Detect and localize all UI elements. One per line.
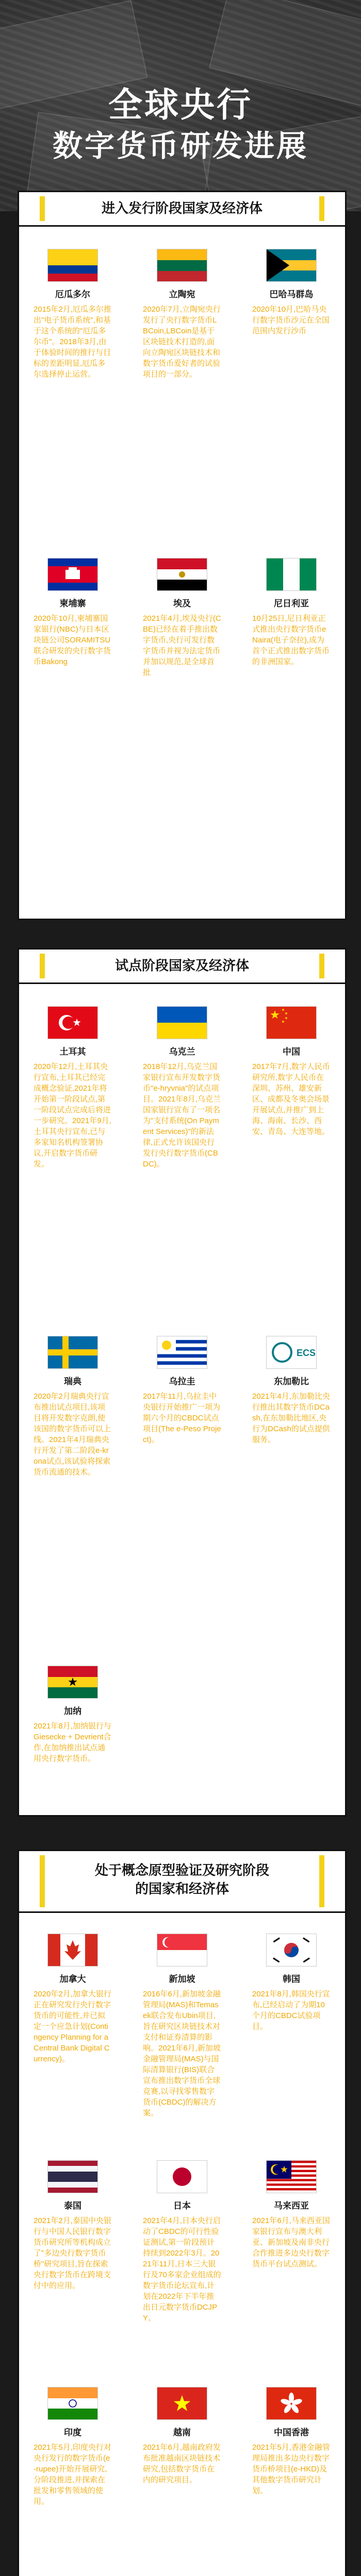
svg-text:ECS: ECS bbox=[297, 1348, 316, 1358]
country-name: 乌克兰 bbox=[169, 1047, 195, 1057]
china-flag-icon bbox=[266, 1006, 317, 1039]
country-description: 2017年11月,乌拉圭中央银行开始推广一项为期六个月的CBDC试点项目(The e-Peso Project)。 bbox=[143, 1392, 221, 1444]
country-description: 2021年2月,泰国中央银行与中国人民银行数字货币研究所等机构成立了"多边央行数字货币桥"研究项目,旨在探索央行数字货币在跨境支付中的应用。 bbox=[34, 2216, 111, 2290]
thailand-flag-icon bbox=[47, 2160, 98, 2193]
hero-title-line2: 数字货币研发进展 bbox=[52, 128, 308, 163]
turkey-flag-icon bbox=[47, 1006, 98, 1039]
korea-flag-icon bbox=[266, 1934, 317, 1967]
nigeria-flag-icon bbox=[266, 558, 317, 591]
ukraine-flag-icon bbox=[157, 1006, 207, 1039]
country-description: 2017年7月,数字人民币研究所,数字人民币在深圳、苏州、雄安新区、成都及冬奥会场景开展试点,并推广到上海、海南、长沙、西安、青岛、大连等地。 bbox=[252, 1062, 330, 1136]
canada-flag-icon bbox=[47, 1934, 98, 1967]
country-name: 土耳其 bbox=[59, 1047, 86, 1057]
country-name: 巴哈马群岛 bbox=[269, 290, 314, 299]
egypt-flag-icon bbox=[157, 558, 207, 591]
section-title bbox=[19, 1851, 345, 1913]
country-name: 柬埔寨 bbox=[59, 599, 86, 608]
uruguay-flag-icon bbox=[157, 1336, 207, 1369]
country-description: 2021年5月,印度央行对央行发行的数字货币(e-rupee)开始开展研究,分阶段推进,并探索在批发和零售领域的使用。 bbox=[34, 2443, 111, 2506]
country-description: 2021年5月,香港金融管理局推出多边央行数字货币桥项目(e-HKD)及其他数字货币研究计划。 bbox=[252, 2443, 330, 2495]
country-name: 日本 bbox=[173, 2201, 191, 2211]
country-name: 东加勒比 bbox=[274, 1377, 309, 1386]
country-name: 韩国 bbox=[283, 1974, 300, 1984]
header-accent bbox=[319, 1855, 324, 1907]
country-card bbox=[141, 249, 223, 380]
header-accent bbox=[40, 1855, 45, 1907]
section-title-text: 进入发行阶段国家及经济体 bbox=[101, 201, 262, 216]
country-description: 2021年4月,日本央行启动了CBDC的可行性验证测试,第一阶段预计持续到2022年3月。2021年11月,日本三大银行及70多家企业组成的数字货币论坛宣布,计划在2022年下半年推出日元数字货币DCJPY。 bbox=[143, 2216, 221, 2323]
section-concept bbox=[18, 1850, 347, 2576]
lithuania-flag-icon bbox=[157, 249, 207, 282]
country-description: 2021年6月,越南政府发布批准越南区块链技术研究,包括数字货币在内的研究项目。 bbox=[143, 2443, 221, 2484]
country-name: 瑞典 bbox=[64, 1377, 81, 1386]
country-name: 泰国 bbox=[64, 2201, 81, 2211]
country-card bbox=[141, 558, 223, 678]
country-card bbox=[31, 1934, 114, 2064]
country-card bbox=[31, 1336, 114, 1478]
country-card bbox=[250, 1336, 333, 1445]
section-title-text: 试点阶段国家及经济体 bbox=[114, 958, 249, 974]
country-card bbox=[250, 1934, 333, 2032]
country-card bbox=[250, 558, 333, 667]
country-card bbox=[141, 2160, 223, 2324]
country-card bbox=[141, 1006, 223, 1170]
country-name: 加纳 bbox=[64, 1706, 81, 1716]
country-description: 2020年2月,加拿大银行正在研究发行央行数字货币的可能性,并已拟定一个应急计划(Contingency Planning for a Central Bank Digital Currency)。 bbox=[34, 1990, 111, 2063]
colombia-flag-icon bbox=[47, 249, 98, 282]
section-title-text: 处于概念原型验证及研究阶段的国家和经济体 bbox=[94, 1863, 269, 1897]
country-description: 2021年6月,马来西亚国家银行宣布与澳大利亚、新加坡及南非央行合作推进多边央行数字货币平台试点测试。 bbox=[252, 2216, 330, 2268]
hero-banner bbox=[0, 0, 361, 211]
india-flag-icon bbox=[47, 2387, 98, 2420]
country-name: 新加坡 bbox=[169, 1974, 195, 1984]
country-description: 2020年10月,柬埔寨国家银行(NBC)与日本区块链公司SORAMITSU联合研发的央行数字货币Bakong bbox=[34, 614, 111, 666]
country-card bbox=[250, 2160, 333, 2269]
singapore-flag-icon bbox=[157, 1934, 207, 1967]
section-title bbox=[19, 192, 345, 227]
country-name: 越南 bbox=[173, 2428, 191, 2437]
section-pilot bbox=[18, 948, 347, 1817]
country-description: 2020年10月,巴哈马央行数字货币沙元在全国范围内发行沙币 bbox=[252, 305, 330, 335]
country-name: 尼日利亚 bbox=[274, 599, 309, 608]
country-description: 2021年4月,东加勒比央行推出其数字货币DCash,在东加勒比地区,央行为DCash的试点提供服务。 bbox=[252, 1392, 330, 1444]
section-title bbox=[19, 950, 345, 984]
country-name: 印度 bbox=[64, 2428, 81, 2437]
bahamas-flag-icon bbox=[266, 249, 317, 282]
country-card bbox=[141, 1934, 223, 2119]
malaysia-flag-icon bbox=[266, 2160, 317, 2193]
vietnam-flag-icon bbox=[157, 2387, 207, 2420]
header-accent bbox=[319, 196, 324, 221]
country-name: 马来西亚 bbox=[274, 2201, 309, 2211]
country-card bbox=[31, 249, 114, 380]
cambodia-flag-icon bbox=[47, 558, 98, 591]
country-name: 乌拉圭 bbox=[169, 1377, 195, 1386]
country-card bbox=[250, 2387, 333, 2496]
ghana-flag-icon bbox=[47, 1666, 98, 1699]
country-card bbox=[31, 1666, 114, 1764]
country-description: 2020年7月,立陶宛央行发行了央行数字货币LBCoin,LBCoin是基于区块链技术打造的,面向立陶宛区块链技术和数字货币爱好者的试验项目的一部分。 bbox=[143, 305, 221, 379]
country-card bbox=[31, 1006, 114, 1170]
country-card bbox=[31, 558, 114, 667]
country-description: 2021年8月,加纳银行与Giesecke + Devrient合作,在加纳推出试点通用央行数字货币。 bbox=[34, 1722, 111, 1763]
header-accent bbox=[40, 196, 45, 221]
country-description: 2020年2月瑞典央行宣布推出试点项目,该项目将开发数字克朗,使该国的数字货币可以上线。2021年4月瑞典央行开发了第二阶段e-krona试点,该试验将探索货币流通的技术。 bbox=[34, 1392, 111, 1477]
country-name: 中国香港 bbox=[274, 2428, 309, 2437]
country-card bbox=[31, 2387, 114, 2507]
country-description: 2020年12月,土耳其央行宣布,土耳其已经完成概念验证,2021年将开始第一阶段试点,第一阶段试点完成后将进一步研究。2021年9月,土耳其央行宣布,已与多家知名机构签署协议,开启数字货币研发。 bbox=[34, 1062, 111, 1168]
japan-flag-icon bbox=[157, 2160, 207, 2193]
country-card bbox=[141, 2387, 223, 2485]
hongkong-flag-icon bbox=[266, 2387, 317, 2420]
country-card bbox=[141, 1336, 223, 1445]
country-name: 加拿大 bbox=[59, 1974, 86, 1984]
hero-title-line1: 全球央行 bbox=[108, 85, 253, 125]
country-card bbox=[250, 1006, 333, 1137]
country-description: 10月25日,尼日利亚正式推出央行数字货币eNaira(电子奈拉),成为首个正式推出数字货币的非洲国家。 bbox=[252, 614, 330, 666]
country-name: 中国 bbox=[283, 1047, 300, 1057]
country-name: 埃及 bbox=[173, 599, 191, 608]
country-description: 2016年6月,新加坡金融管理局(MAS)和Temasek联合发布Ubin项目,旨在研究区块链技术对支付和证券清算的影响。2021年6月,新加坡金融管理局(MAS)与国际清算银行(BIS)联合宣布推出数字货币全球竞赛,以寻找零售数字货币(CBDC)的解决方案。 bbox=[143, 1990, 221, 2117]
country-name: 立陶宛 bbox=[169, 290, 195, 299]
country-card bbox=[250, 249, 333, 336]
section-advanced bbox=[18, 191, 347, 920]
country-name: 厄瓜多尔 bbox=[55, 290, 90, 299]
country-description: 2018年12月,乌克兰国家银行宣布开发数字货币"e-hryvnia"的试点项目。2021年8月,乌克兰国家银行宣布了一项名为"支付系统(On Payment Services)"的新法律,正式允许该国央行发行央行数字货币(CBDC)。 bbox=[143, 1062, 221, 1168]
sweden-flag-icon bbox=[47, 1336, 98, 1369]
country-card bbox=[31, 2160, 114, 2291]
header-accent bbox=[319, 954, 324, 978]
country-description: 2021年8月,韩国央行宣布,已经启动了为期10个月的CBDC试验项目。 bbox=[252, 1990, 330, 2031]
ecs-flag-icon bbox=[266, 1336, 317, 1369]
header-accent bbox=[40, 954, 45, 978]
country-description: 2021年4月,埃及央行(CBE)已经在着手推出数字货币,央行可发行数字货币并视为法定货币并加以规范,是全球首批 bbox=[143, 614, 221, 677]
country-description: 2015年2月,厄瓜多尔推出"电子货币系统",和基于这个系统的"厄瓜多尔币"。2018年3月,由于体验时间的推行与目标的差距明显,厄瓜多尔选择停止运营。 bbox=[34, 305, 111, 379]
